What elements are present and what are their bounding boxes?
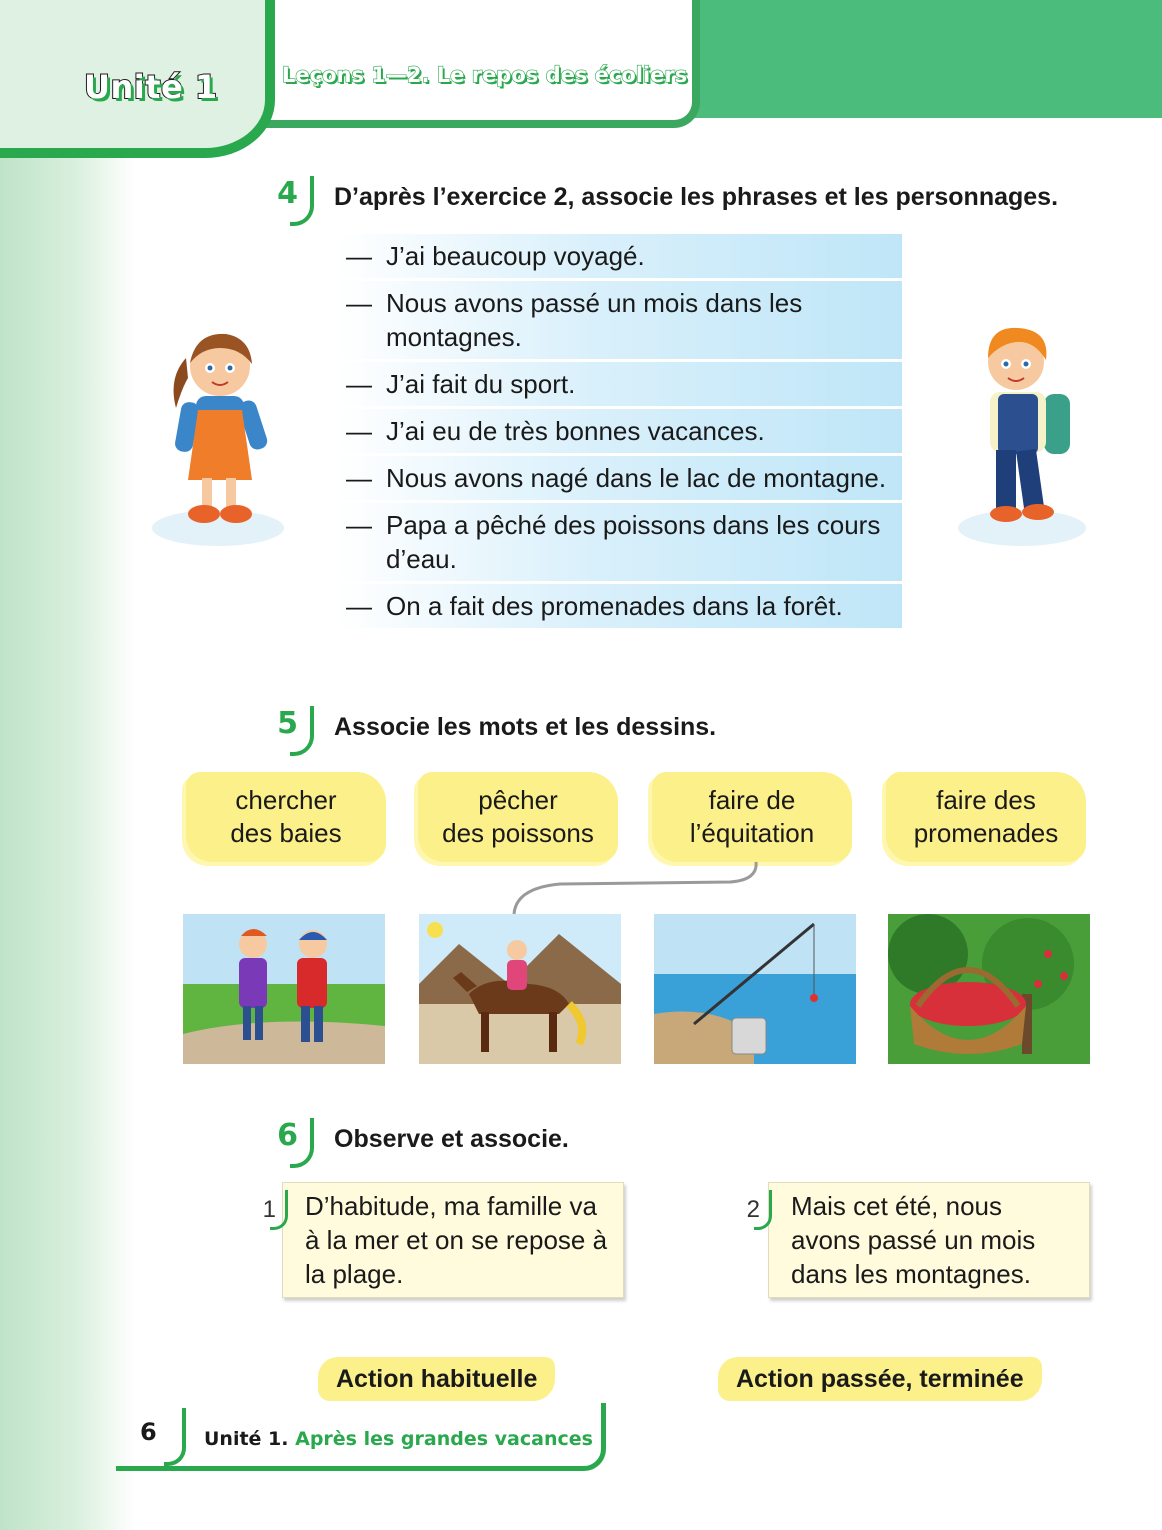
exercise-6-instruction: Observe et associe. — [334, 1125, 569, 1153]
footer-unit-name: Après les grandes vacances — [295, 1428, 593, 1450]
exercise-5-number: 5 — [256, 706, 316, 758]
phrase-item: — Nous avons passé un mois dans les montagnes. — [336, 281, 902, 359]
word-card: faire de l’équitation — [652, 772, 852, 862]
exercise-4-number: 4 — [256, 176, 316, 228]
tag-action-habituelle: Action habituelle — [318, 1357, 555, 1401]
word-card: pêcher des poissons — [418, 772, 618, 862]
girl-riding-horse-picture — [419, 914, 621, 1064]
page-number-bracket — [164, 1408, 186, 1466]
footer-unit-label: Unité 1. — [204, 1428, 289, 1450]
phrase-item: — Nous avons nagé dans le lac de montagne. — [336, 456, 902, 500]
exercise-5-instruction: Associe les mots et les dessins. — [334, 713, 717, 741]
children-walking-picture — [183, 914, 385, 1064]
phrase-list — [336, 234, 902, 631]
observe-box-1: D’habitude, ma famille va à la mer et on se repose à la plage. — [282, 1182, 624, 1298]
phrase-item: — J’ai fait du sport. — [336, 362, 902, 406]
side-gradient — [0, 0, 135, 1530]
unit-title: Unité 1 — [84, 68, 218, 106]
observe-box-2: Mais cet été, nous avons passé un mois dans les montagnes. — [768, 1182, 1090, 1298]
phrase-item: — On a fait des promenades dans la forêt. — [336, 584, 902, 628]
observe-box-1-number: 1 — [244, 1188, 288, 1234]
word-card: chercher des baies — [186, 772, 386, 862]
basket-of-berries-picture — [888, 914, 1090, 1064]
page-number: 6 — [140, 1418, 157, 1446]
exercise-4-instruction: D’après l’exercice 2, associe les phrases et les personnages. — [334, 183, 1059, 211]
girl-character-illustration — [148, 318, 288, 548]
observe-box-2-number: 2 — [728, 1188, 772, 1234]
phrase-item: — J’ai eu de très bonnes vacances. — [336, 409, 902, 453]
tag-action-passee: Action passée, terminée — [718, 1357, 1042, 1401]
fishing-picture — [654, 914, 856, 1064]
exercise-6-number: 6 — [256, 1118, 316, 1170]
lesson-title: Leçons 1—2. Le repos des écoliers — [282, 63, 688, 87]
word-card: faire des promenades — [886, 772, 1086, 862]
phrase-item: — J’ai beaucoup voyagé. — [336, 234, 902, 278]
footer-unit-title — [204, 1428, 593, 1450]
connector-line — [500, 858, 770, 918]
boy-character-illustration — [954, 318, 1090, 550]
phrase-item: — Papa a pêché des poissons dans les cours d’eau. — [336, 503, 902, 581]
